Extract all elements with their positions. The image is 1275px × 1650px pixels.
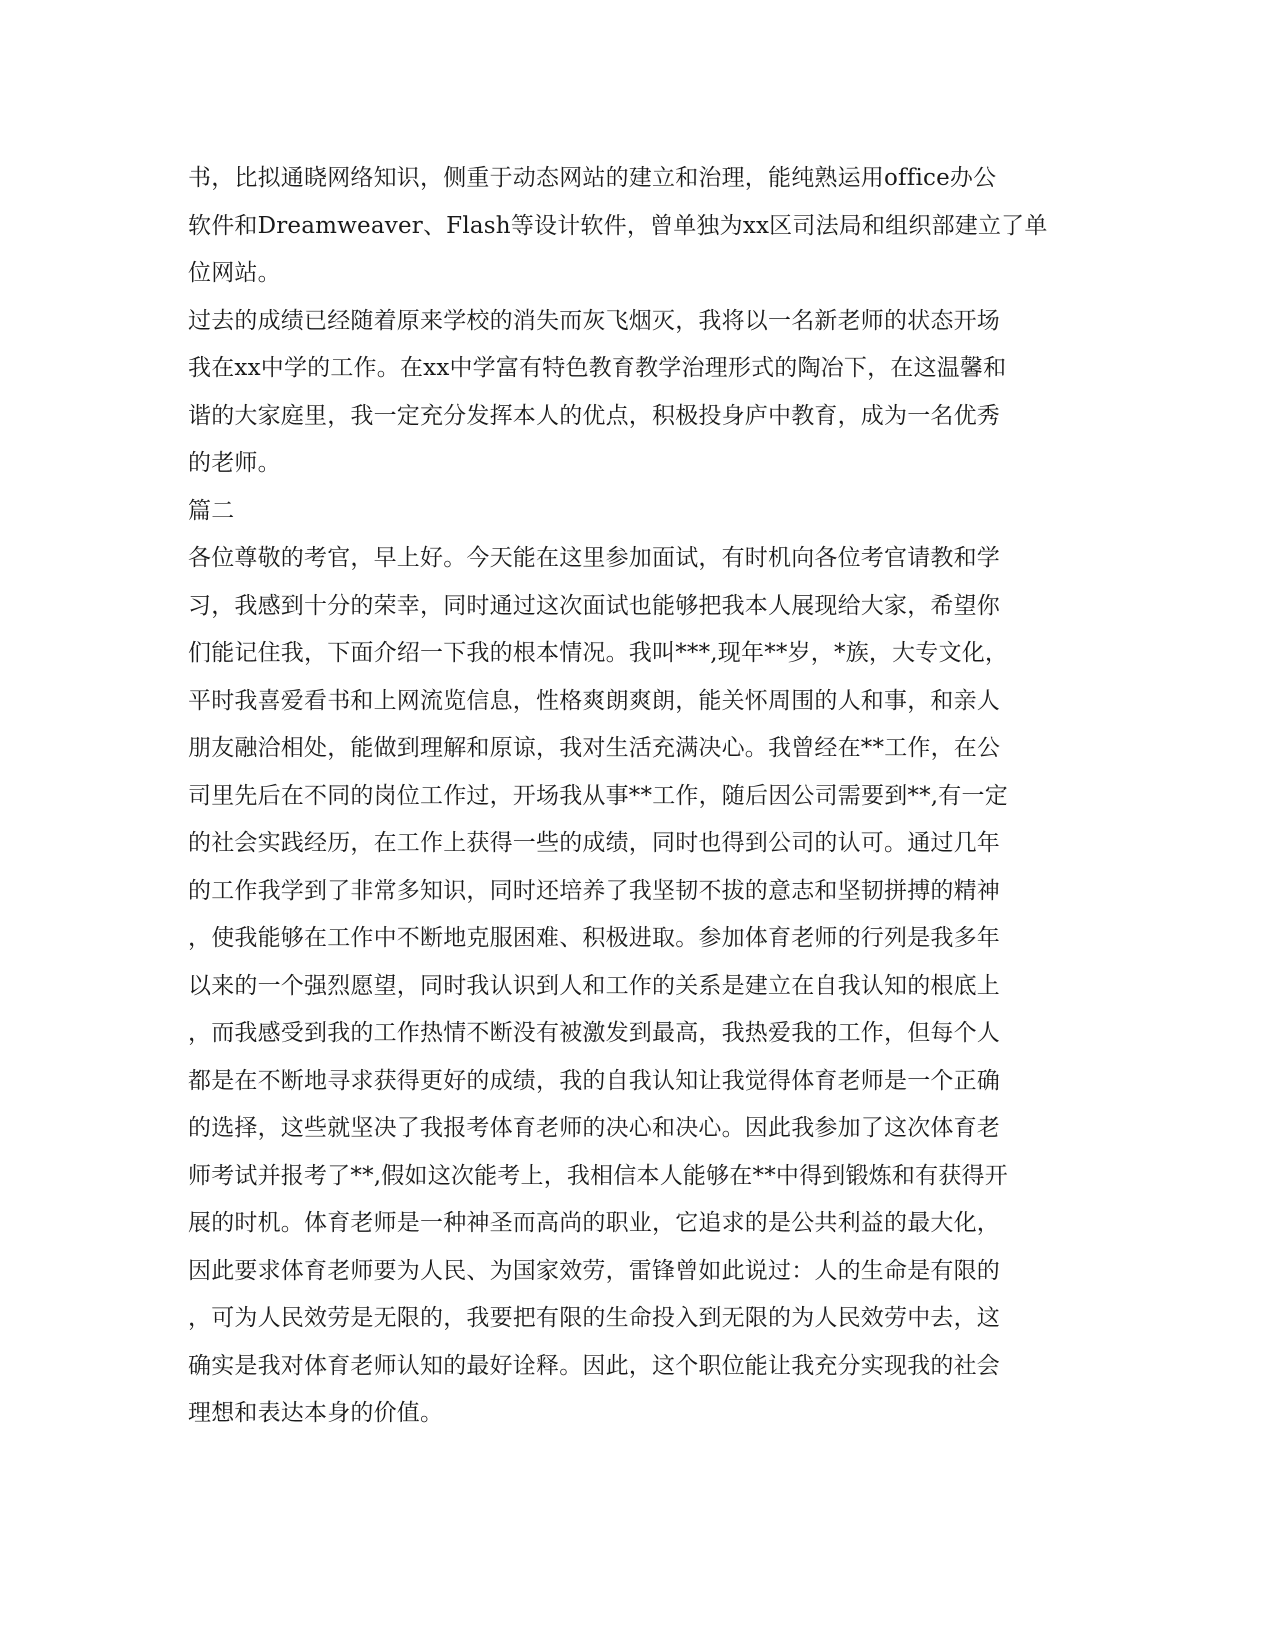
text-line: 展的时机。体育老师是一种神圣而高尚的职业，它追求的是公共利益的最大化， [188, 1210, 1000, 1236]
text-line: 都是在不断地寻求获得更好的成绩，我的自我认知让我觉得体育老师是一个正确 [188, 1067, 1000, 1094]
text-line: 书，比拟通晓网络知识，侧重于动态网站的建立和治理，能纯熟运用office办公 [188, 165, 997, 191]
text-line: 师考试并报考了**,假如这次能考上，我相信本人能够在**中得到锻炼和有获得开 [188, 1162, 1008, 1189]
text-line: 们能记住我，下面介绍一下我的根本情况。我叫***,现年**岁，*族，大专文化， [188, 640, 1009, 666]
text-line: 因此要求体育老师要为人民、为国家效劳，雷锋曾如此说过：人的生命是有限的 [188, 1257, 1000, 1284]
text-line: 以来的一个强烈愿望，同时我认识到人和工作的关系是建立在自我认知的根底上 [188, 972, 1000, 999]
text-line: 确实是我对体育老师认知的最好诠释。因此，这个职位能让我充分实现我的社会 [188, 1352, 1000, 1379]
text-line: 谐的大家庭里，我一定充分发挥本人的优点，积极投身庐中教育，成为一名优秀 [188, 402, 1000, 429]
text-line: 理想和表达本身的价值。 [188, 1400, 444, 1426]
text-line: 司里先后在不同的岗位工作过，开场我从事**工作，随后因公司需要到**,有一定 [188, 782, 1008, 809]
text-line: ，而我感受到我的工作热情不断没有被激发到最高，我热爱我的工作，但每个人 [188, 1020, 1000, 1046]
text-line: 的老师。 [188, 450, 281, 476]
text-line: 各位尊敬的考官，早上好。今天能在这里参加面试，有时机向各位考官请教和学 [188, 545, 1000, 571]
text-line: 软件和Dreamweaver、Flash等设计软件，曾单独为xx区司法局和组织部建立了单 [188, 212, 1048, 239]
body-text [188, 155, 1068, 1438]
text-line: 的工作我学到了非常多知识，同时还培养了我坚韧不拔的意志和坚韧拼搏的精神 [188, 877, 1000, 904]
text-line: 的社会实践经历，在工作上获得一些的成绩，同时也得到公司的认可。通过几年 [188, 830, 1000, 856]
text-line: 位网站。 [188, 260, 281, 286]
section-heading: 篇二 [188, 497, 235, 524]
text-line: 我在xx中学的工作。在xx中学富有特色教育教学治理形式的陶冶下，在这温馨和 [188, 355, 1007, 381]
text-line: ，可为人民效劳是无限的，我要把有限的生命投入到无限的为人民效劳中去，这 [188, 1305, 1000, 1331]
text-line: ，使我能够在工作中不断地克服困难、积极进取。参加体育老师的行列是我多年 [188, 925, 1000, 951]
text-line: 的选择，这些就坚决了我报考体育老师的决心和决心。因此我参加了这次体育老 [188, 1115, 1000, 1141]
text-line: 朋友融洽相处，能做到理解和原谅，我对生活充满决心。我曾经在**工作，在公 [188, 735, 1001, 761]
text-line: 过去的成绩已经随着原来学校的消失而灰飞烟灭，我将以一名新老师的状态开场 [188, 307, 1000, 334]
text-line: 习，我感到十分的荣幸，同时通过这次面试也能够把我本人展现给大家，希望你 [188, 592, 1000, 619]
text-line: 平时我喜爱看书和上网流览信息，性格爽朗爽朗，能关怀周围的人和事，和亲人 [188, 687, 1000, 714]
